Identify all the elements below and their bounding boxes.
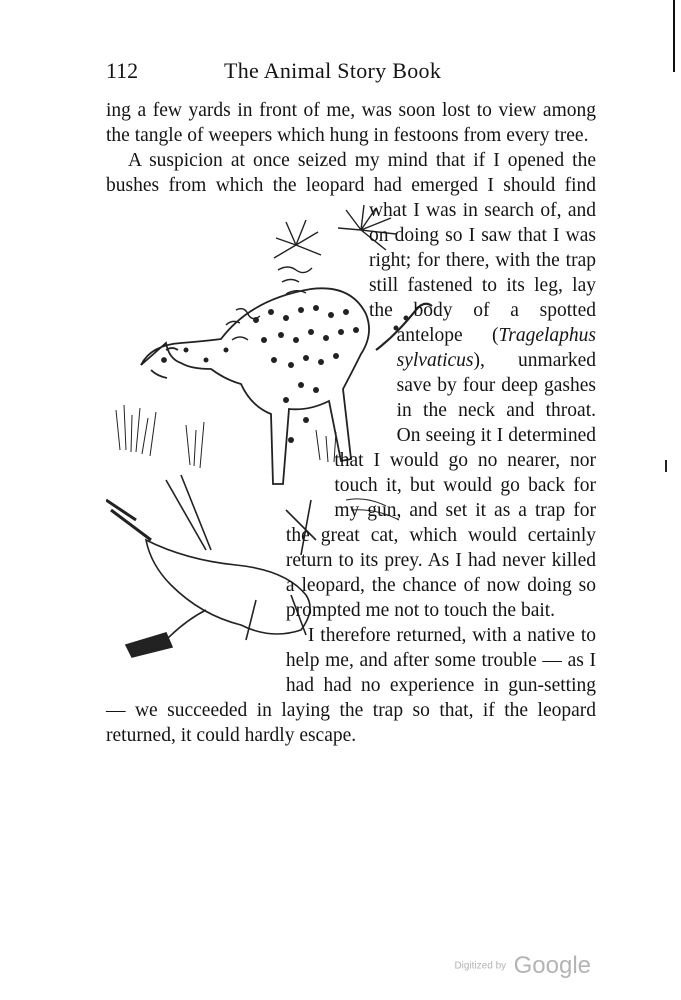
page-number: 112 — [106, 58, 139, 83]
watermark-prefix: Digitized by — [454, 960, 507, 972]
paragraph-2-opening: A suspicion at once seized my mind that if I opened the bushes from which the leopard had emerged I — [106, 150, 596, 196]
page-header — [106, 58, 596, 88]
paragraph-3: I therefore returned, with a native to help me, and after some trouble — as I had had no experience in gun-setting — we succeeded in laying the trap so that, if the leopard returned, it could hardly escape. — [106, 625, 596, 746]
body-text — [106, 98, 596, 748]
paragraph-2-wrap-text: should find what I was in search of, and on doing so I saw that I was right; for there, with the trap still fastened to its leg, lay the body of a spotted antelope ( — [368, 175, 597, 346]
digitized-watermark — [454, 952, 591, 980]
paragraph-2-closing: ), unmarked save by four deep gashes in the neck and throat. On seeing it I determined that I would go no nearer, nor touch it, but would go back for my gun, and set it as a trap for the great cat, which would certainly return to its prey. As I had never killed a leopard, the chance of now doing so prompted me not to touch the bait. — [285, 350, 596, 621]
species-name: Tragelaphus sylvaticus — [396, 325, 596, 371]
paragraph-1: ing a few yards in front of me, was soon lost to view among the tangle of weepers which hung in festoons from every tree. — [106, 100, 596, 146]
page-edge-line — [673, 0, 675, 72]
running-title: The Animal Story Book — [224, 58, 442, 83]
antelope-carcass — [106, 475, 316, 657]
paragraph-2 — [106, 148, 596, 623]
google-logo: Google — [513, 952, 591, 979]
margin-mark — [665, 460, 667, 472]
